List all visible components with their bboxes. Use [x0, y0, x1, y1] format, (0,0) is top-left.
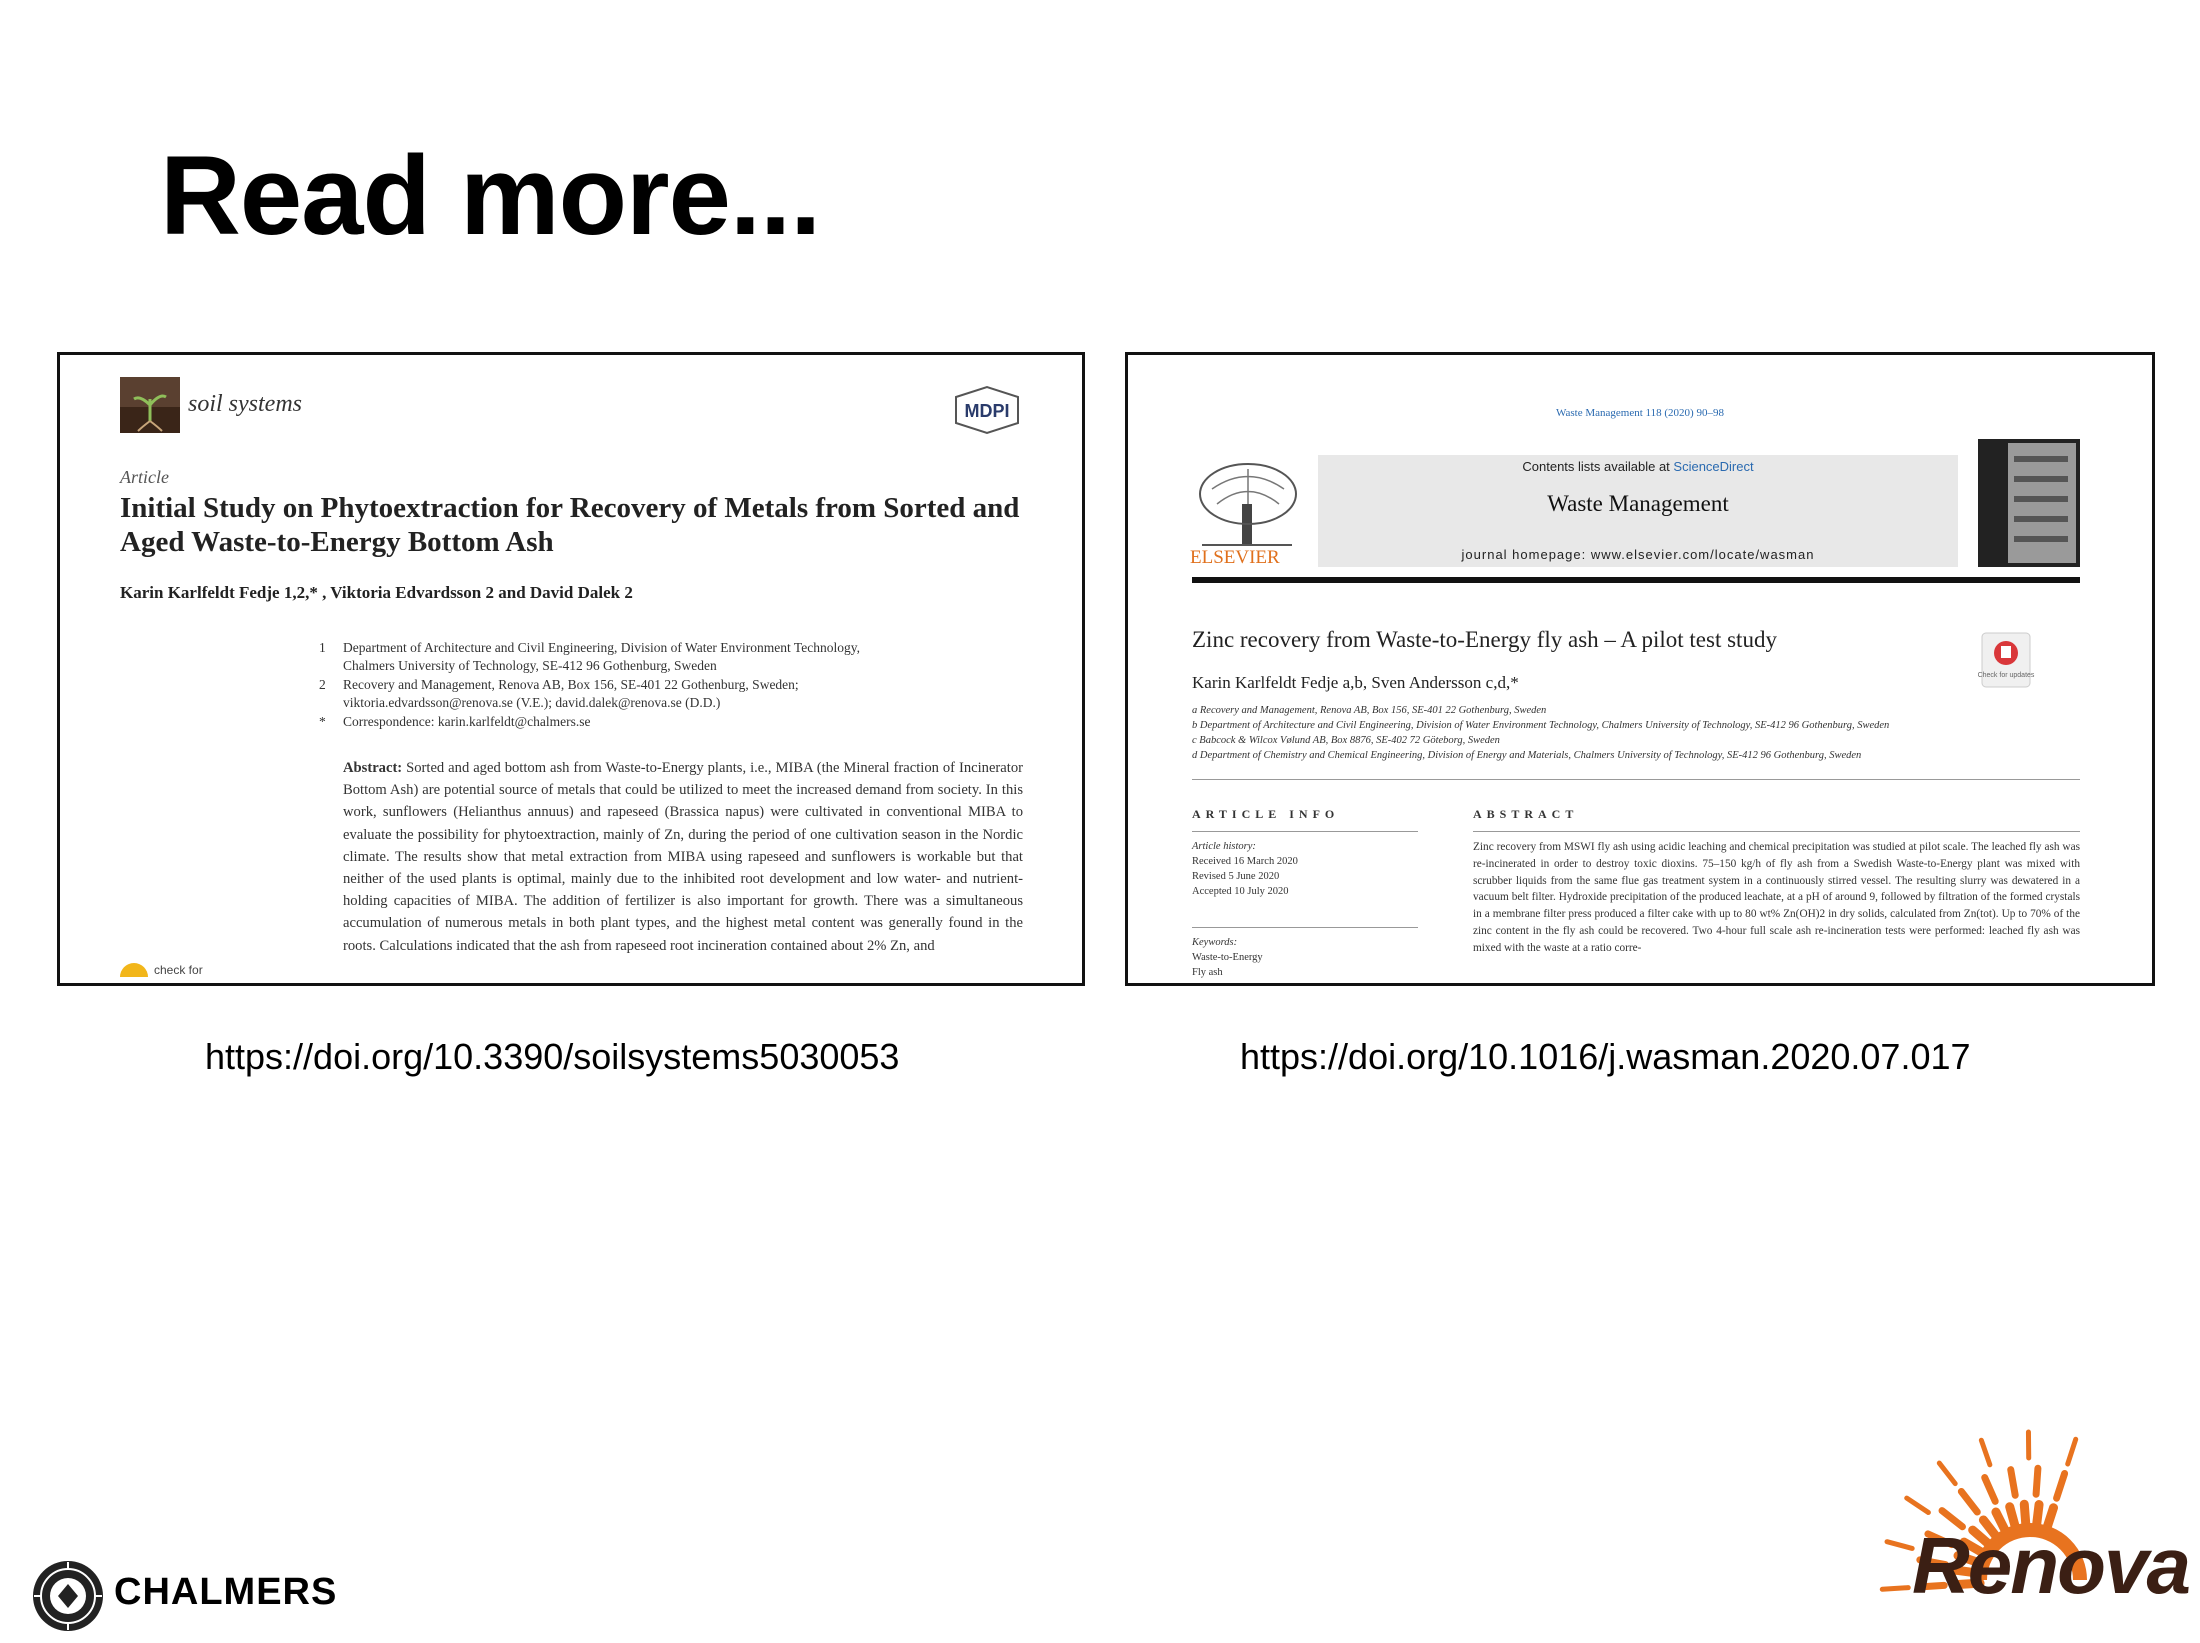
sun-ray	[1907, 1498, 1929, 1512]
paper-2-doi-link[interactable]: https://doi.org/10.1016/j.wasman.2020.07.017	[1240, 1036, 1971, 1077]
keywords: Keywords: Waste-to-Energy Fly ash	[1192, 937, 1263, 978]
affiliation-b: b Department of Architecture and Civil Engineering, Division of Water Environment Technology, Chalmers University of Technology, SE-412 96 Gothenburg, Sweden	[1192, 720, 1890, 731]
contents-line: Contents lists available at ScienceDirect	[1522, 459, 1754, 474]
journal-name: Waste Management	[1547, 491, 1729, 516]
section-rule	[1192, 779, 2080, 780]
paper-1-preview[interactable]	[57, 352, 1085, 986]
journal-citation: Waste Management 118 (2020) 90–98	[1556, 407, 1724, 419]
slide-title: Read more...	[160, 133, 821, 258]
paper-1-abstract: Abstract: Sorted and aged bottom ash from Waste-to-Energy plants, i.e., MIBA (the Mineral fraction of Incinerator Bottom Ash) are potential source of metals that could be utilized to meet the increased demand from society. In this work, sunflowers (Helianthus annuus) and rapeseed (Brassica napus) were cultivated in conventional MIBA to evaluate the possibility for phytoextraction, mainly of Zn, during the period of one cultivation season in the Nordic climate. The results show that metal extraction from MIBA using rapeseed and sunflowers is workable but that neither of the used plants is optimal, mainly due to the inhibited root development and low water- and nutrient-holding capacities of MIBA. The addition of fertilizer is also important for growth. There was a simultaneous accumulation of numerous metals in both plant types, and the highest metal content was generally found in the roots. Calculations indicated that the ash from rapeseed root incineration contained about 2% Zn, and	[343, 760, 1023, 954]
check-updates-text: Check for updates	[1977, 672, 2035, 679]
journal-name: soil systems	[188, 391, 302, 417]
elsevier-label: ELSEVIER	[1190, 547, 1280, 568]
sun-ray	[1887, 1542, 1912, 1549]
chalmers-logo-text: CHALMERS	[114, 1571, 338, 1613]
journal-cover-icon	[1978, 439, 2080, 567]
sun-ray	[2011, 1470, 2015, 1496]
sun-ray	[1961, 1492, 1977, 1513]
journal-homepage[interactable]: journal homepage: www.elsevier.com/locate/wasman	[1461, 547, 1815, 562]
affiliation-c: c Babcock & Wilcox Vølund AB, Box 8876, SE-402 72 Göteborg, Sweden	[1192, 735, 1500, 746]
paper-1-doi-link[interactable]: https://doi.org/10.3390/soilsystems5030053	[205, 1036, 900, 1077]
sun-ray	[1981, 1440, 1990, 1465]
paper-2-title: Zinc recovery from Waste-to-Energy fly ash – A pilot test study	[1192, 627, 1777, 652]
article-type: Article	[120, 467, 169, 487]
sun-ray	[2036, 1468, 2038, 1494]
header-rule	[1192, 577, 2080, 583]
affiliation-1: 1 Department of Architecture and Civil Engineering, Division of Water Environment Technology, Chalmers University of Technology, SE-412 96 Gothenburg, Sweden	[319, 640, 860, 673]
check-for-updates-icon[interactable]	[1977, 633, 2035, 687]
sun-ray	[1939, 1463, 1955, 1484]
paper-2-authors: Karin Karlfeldt Fedje a,b, Sven Andersson c,d,*	[1192, 673, 1519, 692]
sun-ray	[1985, 1478, 1996, 1502]
affiliation-a: a Recovery and Management, Renova AB, Box 156, SE-401 22 Gothenburg, Sweden	[1192, 705, 1547, 716]
mdpi-logo-icon	[948, 385, 1026, 435]
article-info-rule	[1192, 831, 1418, 832]
sun-ray	[1882, 1588, 1908, 1590]
affiliation-2: 2 Recovery and Management, Renova AB, Box 156, SE-401 22 Gothenburg, Sweden; viktoria.edvardsson@renova.se (V.E.); david.dalek@renova.se (D.D.)	[319, 677, 799, 710]
paper-2-abstract: Zinc recovery from MSWI fly ash using acidic leaching and chemical precipitation was studied at pilot scale. The leached fly ash was re-incinerated in order to destroy toxic dioxins. 75–150 kg/h of fly ash from a Swedish Waste-to-Energy plant was mixed with scrubber liquids from the same flue gas treatment system in a continuously stirred vessel. The resulting slurry was dewatered in a vacuum belt filter. Hydroxide precipitation of the produced leachate, at a pH of around 9, followed by filtration of the formed crystals in a membrane filter press produced a filter cake with up to 80 wt% Zn(OH)2 in dry solids, calculated from Zn(tot). Up to 70% of the zinc content in the fly ash could be recovered. Two 4-hour full scale ash re-incineration tests were performed: leached fly ash was mixed with the waste at a ratio corre-	[1473, 841, 2080, 954]
elsevier-tree-icon	[1192, 459, 1304, 549]
mdpi-logo-text: MDPI	[964, 401, 1010, 421]
renova-logo-text: Renova	[1912, 1521, 2189, 1610]
sciencedirect-link[interactable]: ScienceDirect	[1673, 459, 1754, 474]
soil-systems-logo-icon	[120, 377, 180, 433]
abstract-heading: ABSTRACT	[1473, 807, 1579, 821]
affiliation-d: d Department of Chemistry and Chemical Engineering, Division of Energy and Materials, Chalmers University of Technology, SE-412 96 Gothenburg, Sweden	[1192, 750, 1862, 761]
paper-1-authors: Karin Karlfeldt Fedje 1,2,* , Viktoria Edvardsson 2 and David Dalek 2	[120, 583, 633, 602]
paper-1-title: Initial Study on Phytoextraction for Recovery of Metals from Sorted and Aged Waste-to-Energy Bottom Ash	[120, 492, 1020, 558]
sun-ray	[2057, 1473, 2065, 1498]
check-for-updates-icon	[118, 959, 150, 979]
abstract-rule	[1473, 831, 2080, 832]
article-history: Article history: Received 16 March 2020 Revised 5 June 2020 Accepted 10 July 2020	[1192, 841, 1298, 897]
article-info-heading: ARTICLE INFO	[1192, 807, 1340, 821]
paper-2-preview[interactable]	[1125, 352, 2155, 986]
sun-ray	[2068, 1439, 2076, 1464]
correspondence: * Correspondence: karin.karlfeldt@chalmers.se	[319, 714, 591, 729]
keywords-rule	[1192, 927, 1418, 928]
chalmers-seal-icon	[30, 1558, 106, 1634]
check-for-updates-label[interactable]: check for	[154, 963, 203, 977]
